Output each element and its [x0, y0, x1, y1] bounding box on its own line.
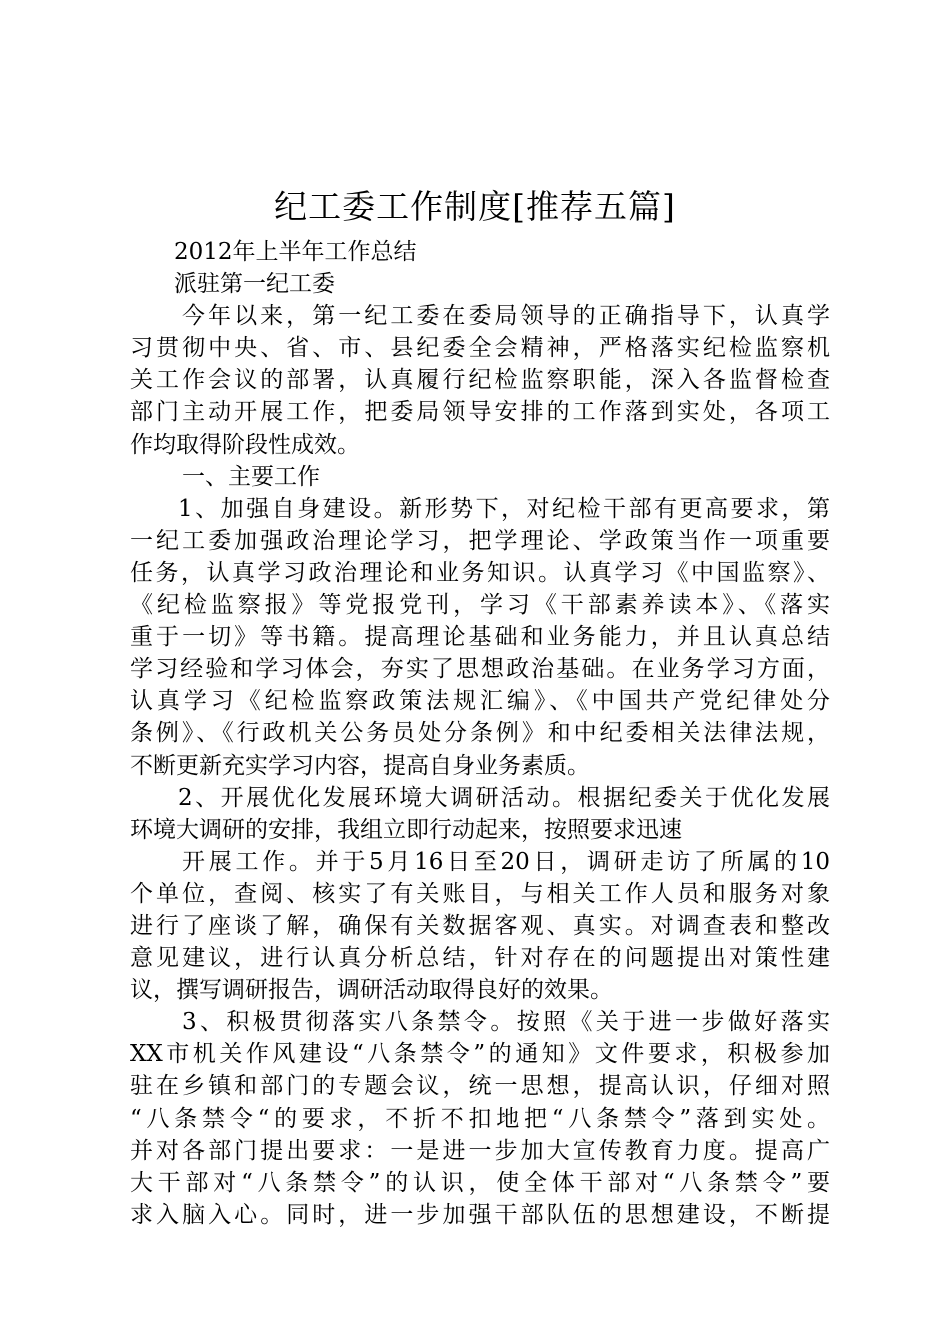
- paragraph-line: 求入脑入心。同时，进一步加强干部队伍的思想建设，不断提: [130, 1201, 830, 1228]
- paragraph-line: 大干部对“八条禁令”的认识，使全体干部对“八条禁令”要: [130, 1169, 830, 1196]
- paragraph-line: 个单位，查阅、核实了有关账目，与相关工作人员和服务对象: [130, 880, 830, 907]
- paragraph-line: 作均取得阶段性成效。: [130, 431, 360, 458]
- paragraph-line: 开展工作。并于5月16日至20日，调研走访了所属的10: [182, 848, 830, 875]
- paragraph-line: 不断更新充实学习内容，提高自身业务素质。: [130, 752, 590, 779]
- paragraph-line: 并对各部门提出要求：一是进一步加大宣传教育力度。提高广: [130, 1137, 830, 1164]
- paragraph-line: 关工作会议的部署，认真履行纪检监察职能，深入各监督检查: [130, 367, 830, 394]
- paragraph-line: 环境大调研的安排，我组立即行动起来，按照要求迅速: [130, 816, 682, 843]
- paragraph-line: 进行了座谈了解，确保有关数据客观、真实。对调查表和整改: [130, 912, 830, 939]
- subtitle-line: 派驻第一纪工委: [174, 271, 335, 298]
- paragraph-line: 习贯彻中央、省、市、县纪委全会精神，严格落实纪检监察机: [130, 335, 830, 362]
- paragraph-line: 2、开展优化发展环境大调研活动。根据纪委关于优化发展: [178, 784, 830, 811]
- paragraph-line: “八条禁令“的要求，不折不扣地把“八条禁令”落到实处。: [130, 1105, 830, 1132]
- paragraph-line: 驻在乡镇和部门的专题会议，统一思想，提高认识，仔细对照: [130, 1073, 830, 1100]
- paragraph-line: 意见建议，进行认真分析总结，针对存在的问题提出对策性建: [130, 945, 830, 972]
- paragraph-line: 学习经验和学习体会，夯实了思想政治基础。在业务学习方面，: [130, 656, 830, 683]
- paragraph-line: 《纪检监察报》等党报党刊，学习《干部素养读本》、《落实: [130, 592, 830, 619]
- paragraph-line: 重于一切》等书籍。提高理论基础和业务能力，并且认真总结: [130, 624, 830, 651]
- paragraph-line: 3、积极贯彻落实八条禁令。按照《关于进一步做好落实: [182, 1009, 830, 1036]
- paragraph-line: 议，撰写调研报告，调研活动取得良好的效果。: [130, 977, 613, 1004]
- document-title: 纪工委工作制度[推荐五篇]: [274, 187, 676, 226]
- paragraph-line: 任务，认真学习政治理论和业务知识。认真学习《中国监察》、: [130, 559, 830, 586]
- paragraph-line: 条例》、《行政机关公务员处分条例》和中纪委相关法律法规，: [130, 720, 830, 747]
- paragraph-line: 部门主动开展工作，把委局领导安排的工作落到实处，各项工: [130, 399, 830, 426]
- paragraph-line: 认真学习《纪检监察政策法规汇编》、《中国共产党纪律处分: [130, 688, 830, 715]
- paragraph-line: 1、加强自身建设。新形势下，对纪检干部有更高要求，第: [178, 495, 830, 522]
- subtitle-line: 2012年上半年工作总结: [174, 239, 417, 265]
- paragraph-line: 一纪工委加强政治理论学习，把学理论、学政策当作一项重要: [130, 527, 830, 554]
- paragraph-line: 今年以来，第一纪工委在委局领导的正确指导下，认真学: [182, 303, 830, 330]
- document-body: [130, 236, 830, 1231]
- section-heading: 一、主要工作: [182, 463, 320, 490]
- paragraph-line: XX市机关作风建设“八条禁令”的通知》文件要求，积极参加: [130, 1041, 830, 1068]
